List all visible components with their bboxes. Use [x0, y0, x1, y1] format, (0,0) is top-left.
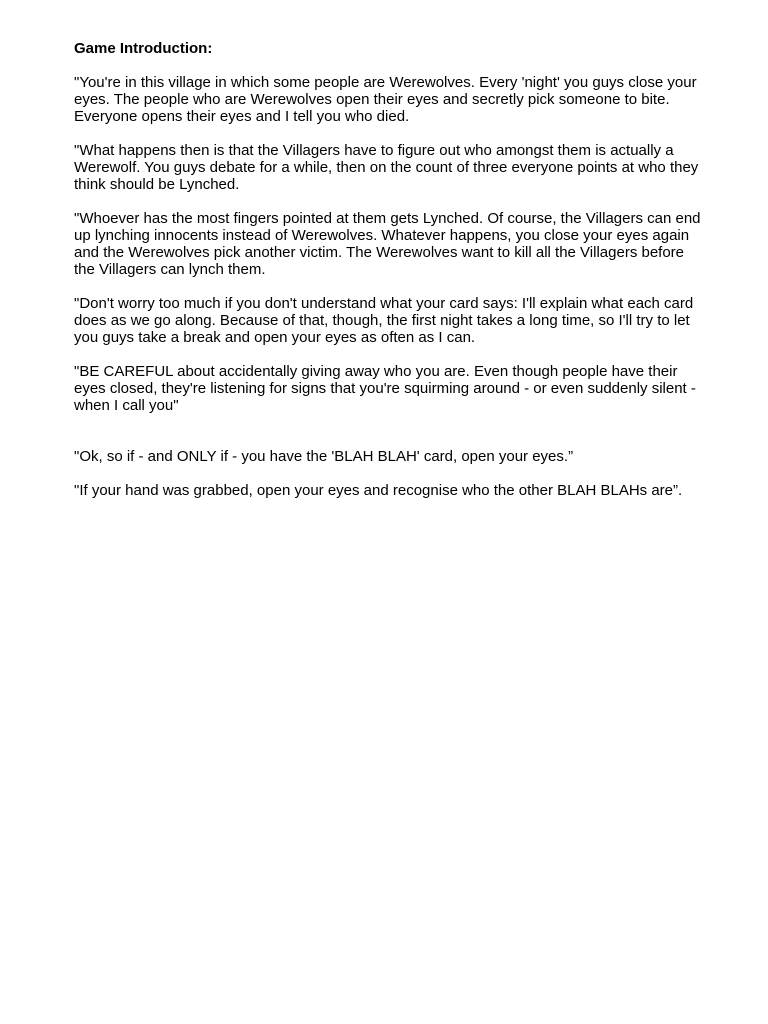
paragraph-villagers: "What happens then is that the Villagers have to figure out who amongst them is actually a Werewolf. You guys debate for a while, then on the count of three everyone points at who they think should be Lynched. [74, 142, 699, 193]
paragraph-lynching: "Whoever has the most fingers pointed at them gets Lynched. Of course, the Villagers can end up lynching innocents instead of Werewolves. Whatever happens, you close your eyes again and the Werewolves pick another victim. The Werewolves want to kill all the Villagers before the Villagers can lynch them. [74, 210, 701, 278]
paragraph-hand-grabbed: "If your hand was grabbed, open your eyes and recognise who the other BLAH BLAHs are”. [74, 482, 683, 499]
document-page [74, 40, 704, 516]
paragraph-intro: "You're in this village in which some people are Werewolves. Every 'night' you guys close your eyes. The people who are Werewolves open their eyes and secretly pick someone to bite. Everyone opens their eyes and I tell you who died. [74, 74, 697, 125]
paragraph-be-careful: "BE CAREFUL about accidentally giving away who you are. Even though people have their eyes closed, they're listening for signs that you're squirming around - or even suddenly silent - when I call you" [74, 363, 696, 414]
paragraph-cards: "Don't worry too much if you don't understand what your card says: I'll explain what each card does as we go along. Because of that, though, the first night takes a long time, so I'll try to let you guys take a break and open your eyes as often as I can. [74, 295, 694, 346]
document-heading: Game Introduction: [74, 40, 213, 57]
paragraph-blah-card: "Ok, so if - and ONLY if - you have the 'BLAH BLAH' card, open your eyes.” [74, 448, 574, 465]
